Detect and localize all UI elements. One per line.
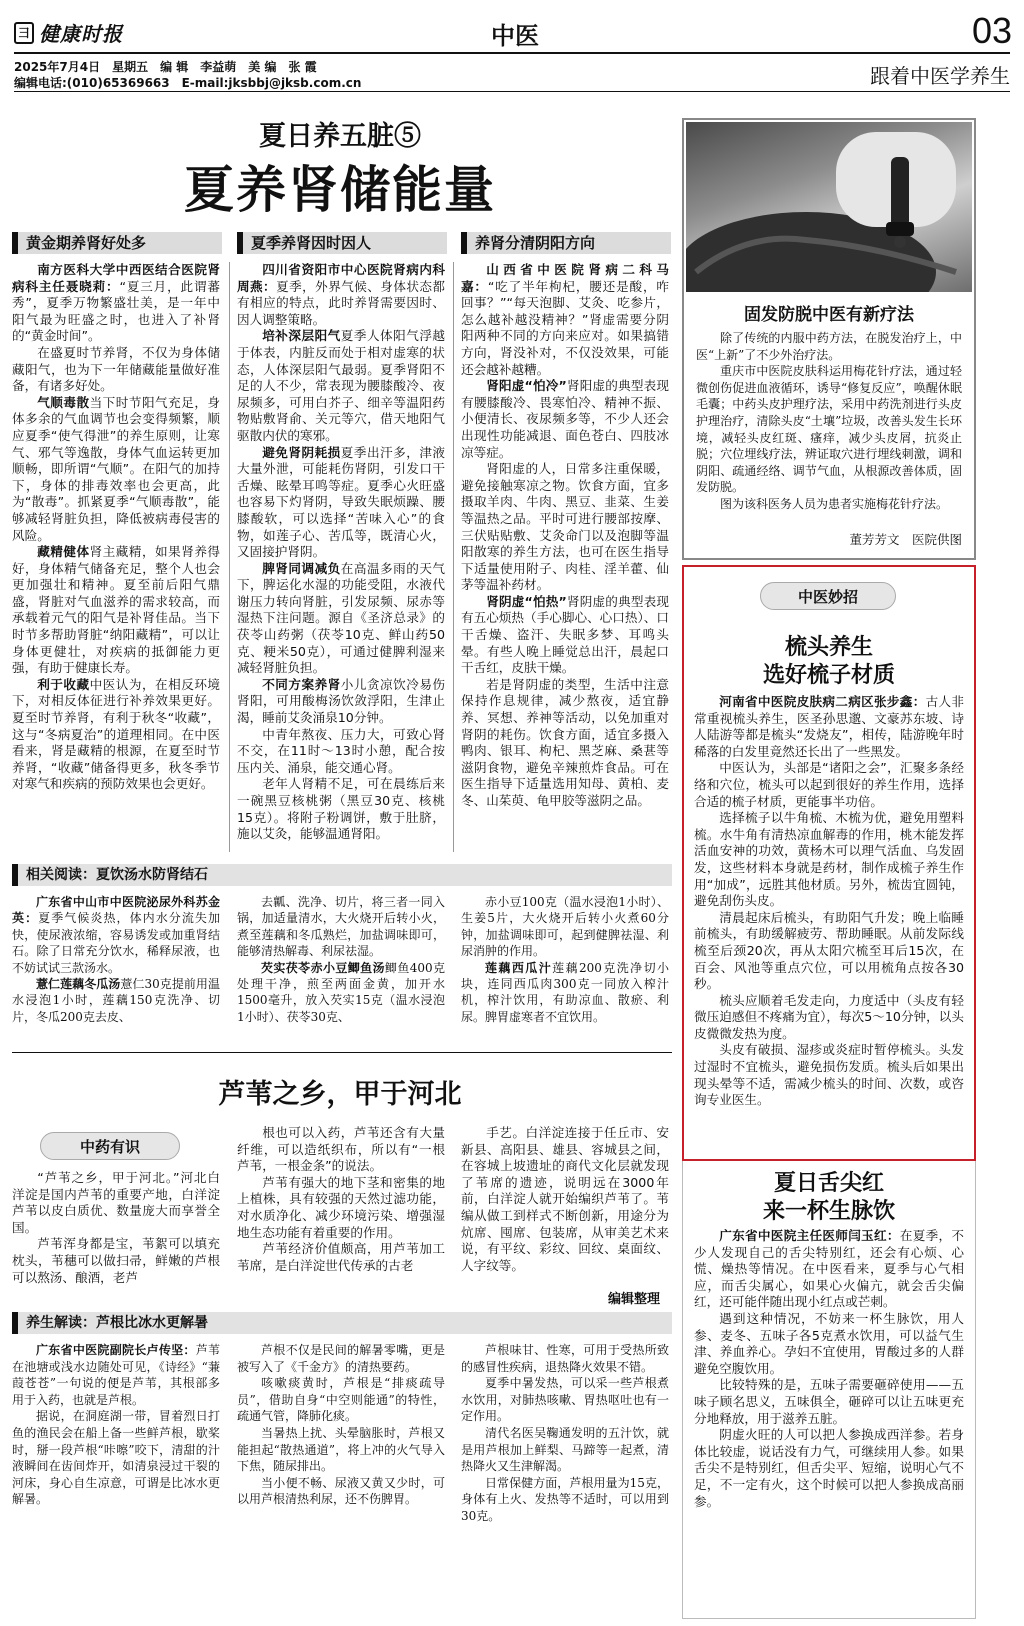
- paragraph-lead: 肾阳虚“怕冷”: [486, 378, 567, 394]
- date-line: 2025年7月4日 星期五 编 辑 李益萌 美 编 张 霞: [14, 60, 317, 74]
- paragraph: [461, 677, 669, 810]
- paragraph-text: 芦根味甘、性寒，可用于受热所致的感冒性疾病，退热降火效果不错。: [461, 1343, 669, 1374]
- paragraph-text: 当下时节阳气充足，身体多余的气血调节也会变得频繁，顺应夏季“使气得泄”的养生原则，让寒气、邪气等逸散，身体气血运转更加顺畅，即所谓“气顺”。在阳气的加持下，身体的排毒效率也会更高，此为“散毒”。抓紧夏季“气顺毒散”，能够减轻肾脏负担，降低被病毒侵害的风险。: [12, 394, 220, 543]
- contact-line: 编辑电话:(010)65369663 E-mail:jksbbj@jksb.com.cn: [14, 76, 362, 90]
- paragraph: [237, 1425, 445, 1475]
- scalp-treatment-photo-icon: [686, 122, 972, 292]
- paragraph: [694, 810, 964, 910]
- paragraph-text: 芦苇浑身都是宝，苇絮可以填充枕头，苇穗可以做扫帚，鲜嫩的芦根可以熬汤、酿酒，老芦: [12, 1236, 220, 1285]
- paragraph: [12, 1236, 220, 1286]
- paragraph: [237, 727, 445, 777]
- paragraph-text: 遇到这种情况，不妨来一杯生脉饮，用人参、麦冬、五味子各5克煮水饮用，可以益气生津、养血养心。孕妇不宜使用，胃酸过多的人群避免空腹饮用。: [694, 1310, 964, 1376]
- health-reading-bar: 养生解读：芦根比冰水更解暑: [12, 1312, 672, 1334]
- paper-logo: [14, 18, 139, 46]
- paragraph-text: “吃了半年枸杞，腰还是酸，咋回事？”“每天泡脚、艾灸、吃参片，怎么越补越没精神？”肾虚需要分阴阳两种不同的方向来应对。如果搞错方向，肾没补对，不仅没效果，可能还会越补越糟。: [461, 278, 669, 377]
- reed-col2: [237, 1125, 445, 1305]
- reed-col1: [12, 1170, 220, 1305]
- paragraph: [237, 1342, 445, 1375]
- paragraph: [12, 1408, 220, 1508]
- paragraph-text: 老年人肾精不足，可在晨练后来一碗黑豆核桃粥（黑豆30克、核桃15克）。将附子粉调饼，敷于肚脐，施以艾灸，能够温通肾阳。: [237, 776, 445, 842]
- col-divider: [453, 262, 454, 852]
- paragraph: [12, 395, 220, 544]
- paragraph-text: 芦苇经济价值颇高，用芦苇加工苇席，是白洋淀世代传承的古老: [237, 1241, 445, 1273]
- paragraph: [461, 1125, 669, 1274]
- paragraph: [461, 1342, 669, 1375]
- right-column-frame: [682, 1161, 976, 1619]
- paragraph-text: 在盛夏时节养肾，不仅为身体储藏阳气，也为下一年储藏能量做好准备，有诸多好处。: [12, 344, 220, 394]
- paragraph-lead: 脾肾同调减负: [262, 560, 341, 576]
- comb-headline-2: 选好梳子材质: [762, 662, 895, 688]
- main-col3: [461, 262, 669, 857]
- column-slogan: 跟着中医学养生: [870, 64, 1010, 88]
- section-title: 中医: [491, 21, 539, 50]
- paragraph: [237, 561, 445, 677]
- reed-headline: 芦苇之乡，甲于河北: [218, 1079, 462, 1110]
- paragraph-text: 夏季人体阳气浮越于体表，内脏反而处于相对虚寒的状态，人体深层阳气最弱。夏季肾阳不足的人不少，常表现为腰膝酸冷、夜尿频多，可用白芥子、细辛等温阳药物贴敷肾俞、关元等穴，借天地阳气驱散内伏的寒邪。: [237, 328, 445, 443]
- paragraph-lead: 气顺毒散: [37, 394, 90, 410]
- main-kicker: 夏日养五脏⑤: [259, 121, 421, 152]
- paragraph-text: 在高温多雨的天气下，脾运化水湿的功能受阻，水液代谢压力转向肾脏，引发尿频、尿赤等湿热下注问题。源自《圣济总录》的茯苓山药粥（茯苓10克、鲜山药50克、粳米50克），可通过健脾利湿来减轻肾脏负担。: [237, 560, 445, 676]
- paragraph-text: 芦苇在池塘或浅水边随处可见，《诗经》“蒹葭苍苍”一句说的便是芦苇，其根部多用于入药，也就是芦根。: [12, 1343, 220, 1407]
- paragraph: [696, 496, 962, 513]
- hair-byline: 董芳芳文 医院供图: [849, 532, 962, 547]
- paragraph: [237, 1241, 445, 1274]
- paragraph: [237, 894, 445, 960]
- masthead-rule-bottom: [14, 91, 1010, 92]
- paragraph-text: 鲫鱼400克处理干净，煎至两面金黄，加开水1500毫升，放入芡实15克（温水浸泡1小时）、茯苓30克、: [237, 960, 445, 1024]
- paragraph: [12, 894, 220, 976]
- masthead: [0, 0, 1024, 92]
- comb-headline-1: 梳头养生: [784, 634, 873, 660]
- paragraph-text: 夏季气候炎热，体内水分流失加快，使尿液浓缩，容易诱发或加重肾结石。除了日常充分饮水，稀释尿液，也不妨试试三款汤水。: [12, 911, 220, 975]
- tongue-headline-1: 夏日舌尖红: [773, 1170, 884, 1196]
- paragraph-text: 若是肾阴虚的类型，生活中注意保持作息规律，减少熬夜，适宜静养、冥想、养神等活动，以免加重对肾阴的耗伤。饮食方面，适宜多摄入鸭肉、银耳、枸杞、黑芝麻、桑葚等滋阴食物，避免辛辣煎炸食品。可在医生指导下适量选用知母、黄柏、麦冬、山茱萸、龟甲胶等滋阴之品。: [461, 676, 669, 808]
- reed-tag: 中药有识: [40, 1132, 180, 1160]
- paragraph: [237, 776, 445, 842]
- paragraph-lead: 避免肾阴耗损: [262, 444, 341, 460]
- paragraph: [694, 910, 964, 993]
- paragraph-lead: 广东省中山市中医院泌尿外科苏金英：: [12, 895, 220, 926]
- related-col1: [12, 894, 220, 1044]
- paragraph-lead: 肾阴虚“怕热”: [486, 593, 567, 609]
- page-number: 03: [971, 10, 1012, 51]
- paragraph-text: 中医认为，头部是“诸阳之会”，汇聚多条经络和穴位，梳头可以起到很好的养生作用，选择合适的梳子材质，更能事半功倍。: [694, 760, 964, 809]
- paragraph-text: 日常保健方面，芦根用量为15克，身体有上火、发热等不适时，可以用到30克。: [461, 1475, 669, 1523]
- paragraph-text: 清晨起床后梳头，有助阳气升发；晚上临睡前梳头，有助缓解疲劳、帮助睡眠。从前发际线梳至后颈20次，再从太阳穴梳至耳后15次，在百会、风池等重点穴位，可以用梳角点按各30秒。: [694, 909, 964, 992]
- paragraph: [461, 1475, 669, 1525]
- paragraph-lead: 河南省中医院皮肤病二病区张步鑫：: [719, 694, 926, 709]
- paragraph-lead: 山西省中医院肾病二科马嘉：: [461, 262, 669, 294]
- paragraph-text: 据说，在洞庭湖一带，冒着烈日打鱼的渔民会在船上备一些鲜芦根，歇桨时，掰一段芦根“咔嚓”咬下，清甜的汁液瞬间在齿间炸开，如清泉浸过干裂的河床，身心自生凉意，可谓是比冰水更解暑。: [12, 1409, 220, 1507]
- paragraph-text: 阴虚火旺的人可以把人参换成西洋参。若身体比较虚，说话没有力气，可继续用人参。如果舌尖不是特别红，但舌尖平、短缩，说明心气不足，不一定有火，这个时候可以把人参换成高丽参。: [694, 1427, 964, 1509]
- col1-heading: 黄金期养肾好处多: [12, 232, 222, 254]
- tongue-headline-2: 来一杯生脉饮: [762, 1198, 895, 1224]
- paragraph: [461, 1375, 669, 1425]
- paragraph: [694, 1042, 964, 1108]
- paragraph-text: 梳头应顺着毛发走向，力度适中（头皮有轻微压迫感但不疼痛为宜），每次5～10分钟，以头皮微微发热为度。: [694, 992, 964, 1041]
- related-col2: [237, 894, 445, 1044]
- paragraph: [461, 594, 669, 677]
- paragraph-text: 莲藕200克洗净切小块，连同西瓜肉300克一同放入榨汁机，榨汁饮用，有助凉血、散瘀、利尿。脾胃虚寒者不宜饮用。: [461, 960, 669, 1024]
- paragraph: [694, 694, 964, 760]
- paragraph: [12, 677, 220, 793]
- paragraph: [461, 262, 669, 378]
- main-col1: [12, 262, 220, 857]
- paragraph-text: 清代名医吴鞠通发明的五汁饮，就是用芦根加上鲜梨、马蹄等一起煮，清热降火又生津解渴。: [461, 1425, 669, 1474]
- paragraph: [461, 894, 669, 960]
- paragraph-text: 咳嗽痰黄时，芦根是“排痰疏导员”，借助自身“中空则能通”的特性，疏通气管，降肺化痰。: [237, 1376, 445, 1424]
- col3-heading: 养肾分清阴阳方向: [461, 232, 671, 254]
- paragraph: [694, 760, 964, 810]
- paragraph-text: 肾阳虚的典型表现有腰膝酸冷、畏寒怕冷、精神不振、小便清长、夜尿频多等，不少人还会出现性功能减退、面色苍白、四肢冰凉等症。: [461, 378, 669, 460]
- comb-text: [694, 694, 964, 1156]
- related-reading-bar: 相关阅读：夏饮汤水防肾结石: [12, 864, 672, 886]
- paragraph-text: 古人非常重视梳头养生，医圣孙思邈、文豪苏东坡、诗人陆游等都是梳头“发烧友”，相传，陆游晚年时稀落的白发里竟然还长出了一些黑发。: [694, 694, 964, 759]
- paragraph-text: 重庆市中医院皮肤科运用梅花针疗法，通过轻微创伤促进血液循环，诱导“修复反应”，唤醒休眠毛囊；中药头皮护理疗法，采用中药洗剂进行头皮护理治疗，清除头皮“土壤”垃圾，改善头发生长环境，减轻头皮红斑、瘙痒，减少头皮屑，抗炎止脱；穴位埋线疗法，辨证取穴进行埋线刺激，调和阴阳、疏通经络、调节气血，从根源改善体质，固发防脱。: [696, 364, 962, 495]
- paragraph-text: 在夏季，不少人发现自己的舌尖特别红，还会有心烦、心慌、燥热等情况。在中医看来，夏季与心气相应，而舌尖属心，如果心火偏亢，就会舌尖偏红，还可能伴随出现小红点或芒刺。: [694, 1228, 964, 1310]
- paragraph: [696, 330, 962, 363]
- reed-col3: [461, 1125, 669, 1285]
- section-divider: [12, 1052, 672, 1053]
- paragraph-text: 比较特殊的是，五味子需要砸碎使用——五味子顾名思义，五味俱全，砸碎可以让五味更充分地释放，用于滋养五脏。: [694, 1377, 964, 1426]
- paragraph-text: 头皮有破损、湿疹或炎症时暂停梳头。头发过湿时不宜梳头，避免损伤发质。梳头后如果出现头晕等不适，需减少梳头的时间、次数，或咨询专业医生。: [694, 1042, 964, 1108]
- paragraph: [12, 345, 220, 395]
- paragraph-text: 当暑热上扰、头晕脑胀时，芦根又能担起“散热通道”，将上冲的火气导入下焦，随尿排出。: [237, 1425, 445, 1474]
- paragraph-lead: 培补深层阳气: [262, 328, 341, 344]
- paper-name: 健康时报: [39, 22, 124, 46]
- paragraph-lead: 藏精健体: [37, 544, 90, 560]
- paragraph-text: 手艺。白洋淀连接于任丘市、安新县、高阳县、雄县、容城县之间，在容城上坡遗址的商代文化层就发现了苇席的遗迹，说明远在3000年前，白洋淀人就开始编织芦苇了。苇编从做工到样式不断创新，用途分为炕席、囤席、包装席，从审美艺术来说，有平纹、彩纹、回纹、桌面纹、人字纹等。: [461, 1125, 669, 1273]
- hair-feature-text: [696, 330, 962, 530]
- paragraph-text: 中医认为，在相反环境下，对相反体征进行补养效果更好。夏至时节养肾，有利于秋冬“收藏”，这与“冬病夏治”的道理相同。在中医看来，肾是藏精的根源，在夏至时节养肾，“收藏”储备得更多，秋冬季节对寒气和疾病的预防效果也会更好。: [12, 676, 220, 792]
- paragraph-text: 夏季出汗多，津液大量外泄，可能耗伤肾阴，引发口干舌燥、眩晕耳鸣等症。夏季心火旺盛也容易下灼肾阴，导致失眠烦躁、腰膝酸软，可以选择“苦味入心”的食物，如莲子心、苦瓜等，既清心火，又固接护肾阴。: [237, 444, 445, 560]
- paragraph-text: 中青年熬夜、压力大，可致心肾不交，在11时～13时小憩，配合按压内关、涌泉，能交通心肾。: [237, 726, 445, 775]
- paragraph-text: 夏季中暑发热，可以采一些芦根煮水饮用，对肺热咳嗽、胃热呕吐也有一定作用。: [461, 1376, 669, 1424]
- paragraph-text: 赤小豆100克（温水浸泡1小时）、生姜5片，大火烧开后转小火煮60分钟，加盐调味即可，起到健脾祛湿、利尿消肿的作用。: [461, 895, 669, 959]
- paper-logo-icon: ⺕: [14, 22, 34, 44]
- col-divider: [229, 262, 230, 852]
- paragraph-lead: 薏仁莲藕冬瓜汤: [36, 977, 121, 992]
- paragraph: [12, 1342, 220, 1408]
- paragraph-text: 薏仁30克提前用温水浸泡1小时，莲藕150克洗净、切片，冬瓜200克去皮、: [12, 977, 220, 1024]
- paragraph: [237, 328, 445, 444]
- paragraph: [696, 363, 962, 496]
- paragraph-text: 根也可以入药，芦苇还含有大量纤维，可以造纸织布，所以有“一根芦苇，一根金条”的说法。: [237, 1125, 445, 1174]
- paragraph: [461, 1425, 669, 1475]
- paragraph: [237, 1475, 445, 1508]
- paragraph: [12, 1170, 220, 1236]
- paragraph-lead: 莲藕西瓜汁: [485, 960, 553, 975]
- comb-tag: 中医妙招: [760, 582, 896, 610]
- paragraph-text: 图为该科医务人员为患者实施梅花针疗法。: [720, 496, 949, 511]
- health-col2: [237, 1342, 445, 1617]
- paragraph: [237, 677, 445, 727]
- paragraph-text: 肾阳虚的人，日常多注重保暖，避免接触寒凉之物。饮食方面，宜多摄取羊肉、牛肉、黑豆、韭菜、生姜等温热之品。平时可进行腰部按摩、三伏贴贴敷、艾灸命门以及泡脚等温阳散寒的养生方法，也可在医生指导下适量使用附子、肉桂、淫羊藿、仙茅等温补药材。: [461, 461, 669, 593]
- paragraph: [237, 262, 445, 328]
- col2-heading: 夏季养肾因时因人: [237, 232, 447, 254]
- paragraph: [12, 976, 220, 1025]
- health-col3: [461, 1342, 669, 1617]
- paragraph-text: 肾阴虚的典型表现有五心烦热（手心脚心、心口热）、口干舌燥、盗汗、失眠多梦、耳鸣头晕。有些人晚上睡觉总出汗，晨起口干舌红，皮肤干燥。: [461, 593, 669, 676]
- paragraph-text: “夏三月，此谓蕃秀”，夏季万物繁盛壮美，是一年中阳气最为旺盛之时，也进入了补肾的“黄金时间”。: [12, 278, 220, 344]
- paragraph-lead: 南方医科大学中西医结合医院肾病科主任聂晓莉：: [12, 262, 220, 294]
- main-col2: [237, 262, 445, 857]
- reed-byline: 编辑整理: [607, 1292, 660, 1307]
- paragraph: [461, 960, 669, 1026]
- paragraph-text: 肾主藏精，如果肾养得好，身体精气储备充足，整个人也会更加强壮和精神。夏至前后阳气鼎盛，肾脏对气血滋养的需求较高，而承载着元气的阳气是补肾佳品。当下时节多帮助肾脏“纳阳藏精”，可以让身体更健壮，对疾病的抵御能力更强，有助于健康长寿。: [12, 544, 220, 676]
- paragraph-text: 芦苇有强大的地下茎和密集的地上植株，具有较强的天然过滤功能，对水质净化、减少环境污染、增强湿地生态功能有着重要的作用。: [237, 1174, 445, 1240]
- paragraph-text: 当小便不畅、尿液又黄又少时，可以用芦根清热利尿，还不伤脾胃。: [237, 1475, 445, 1507]
- paragraph-text: 除了传统的内服中药方法，在脱发治疗上，中医“上新”了不少外治疗法。: [696, 331, 962, 362]
- paragraph-text: 小儿贪凉饮冷易伤肾阳，可用酸梅汤饮敛浮阳，生津止渴，睡前艾灸涌泉10分钟。: [237, 676, 445, 726]
- paragraph: [461, 461, 669, 594]
- paragraph-text: 芦根不仅是民间的解暑零嘴，更是被写入了《千金方》的清热要药。: [237, 1343, 445, 1374]
- paragraph-lead: 广东省中医院副院长卢传坚：: [36, 1343, 196, 1357]
- paragraph: [12, 544, 220, 677]
- paragraph-lead: 利于收藏: [37, 676, 90, 692]
- paragraph-text: “芦苇之乡，甲于河北。”河北白洋淀是国内芦苇的重要产地，白洋淀芦苇以皮白质优、数量庞大而享誉全国。: [12, 1170, 220, 1235]
- masthead-rule: [14, 52, 1010, 54]
- paragraph-lead: 广东省中医院主任医师闫玉红：: [719, 1228, 900, 1243]
- paragraph-text: 夏季，外界气候、身体状态都有相应的特点，此时养肾需要因时、因人调整策略。: [237, 278, 445, 327]
- paragraph: [694, 993, 964, 1043]
- paragraph: [237, 1175, 445, 1241]
- paragraph-lead: 四川省资阳市中心医院肾病内科周燕：: [237, 262, 445, 294]
- main-headline: 夏养肾储能量: [184, 160, 496, 219]
- paragraph-lead: 不同方案养肾: [262, 676, 341, 692]
- paragraph: [12, 262, 220, 345]
- paragraph-text: 选择梳子以牛角梳、木梳为优，避免用塑料梳。水牛角有清热凉血解毒的作用，桃木能发挥活血安神的功效，黄杨木可以理气活血、乌发固发，这些材料本身就是药材，制作成梳子养生作用“加成”，远胜其他材质。另外，梳齿宜圆钝，避免刮伤头皮。: [694, 810, 964, 909]
- hair-caption-title: 固发防脱中医有新疗法: [744, 305, 914, 325]
- paragraph: [237, 1125, 445, 1175]
- paragraph: [237, 445, 445, 561]
- paragraph-text: 去瓤、洗净、切片，将三者一同入锅，加适量清水，大火烧开后转小火，煮至莲藕和冬瓜熟烂，加盐调味即可，能够清热解毒、利尿祛湿。: [237, 895, 445, 959]
- related-col3: [461, 894, 669, 1044]
- health-col1: [12, 1342, 220, 1617]
- paragraph: [237, 960, 445, 1026]
- paragraph: [237, 1375, 445, 1425]
- paragraph-lead: 芡实茯苓赤小豆鲫鱼汤: [261, 960, 385, 975]
- paragraph: [461, 378, 669, 461]
